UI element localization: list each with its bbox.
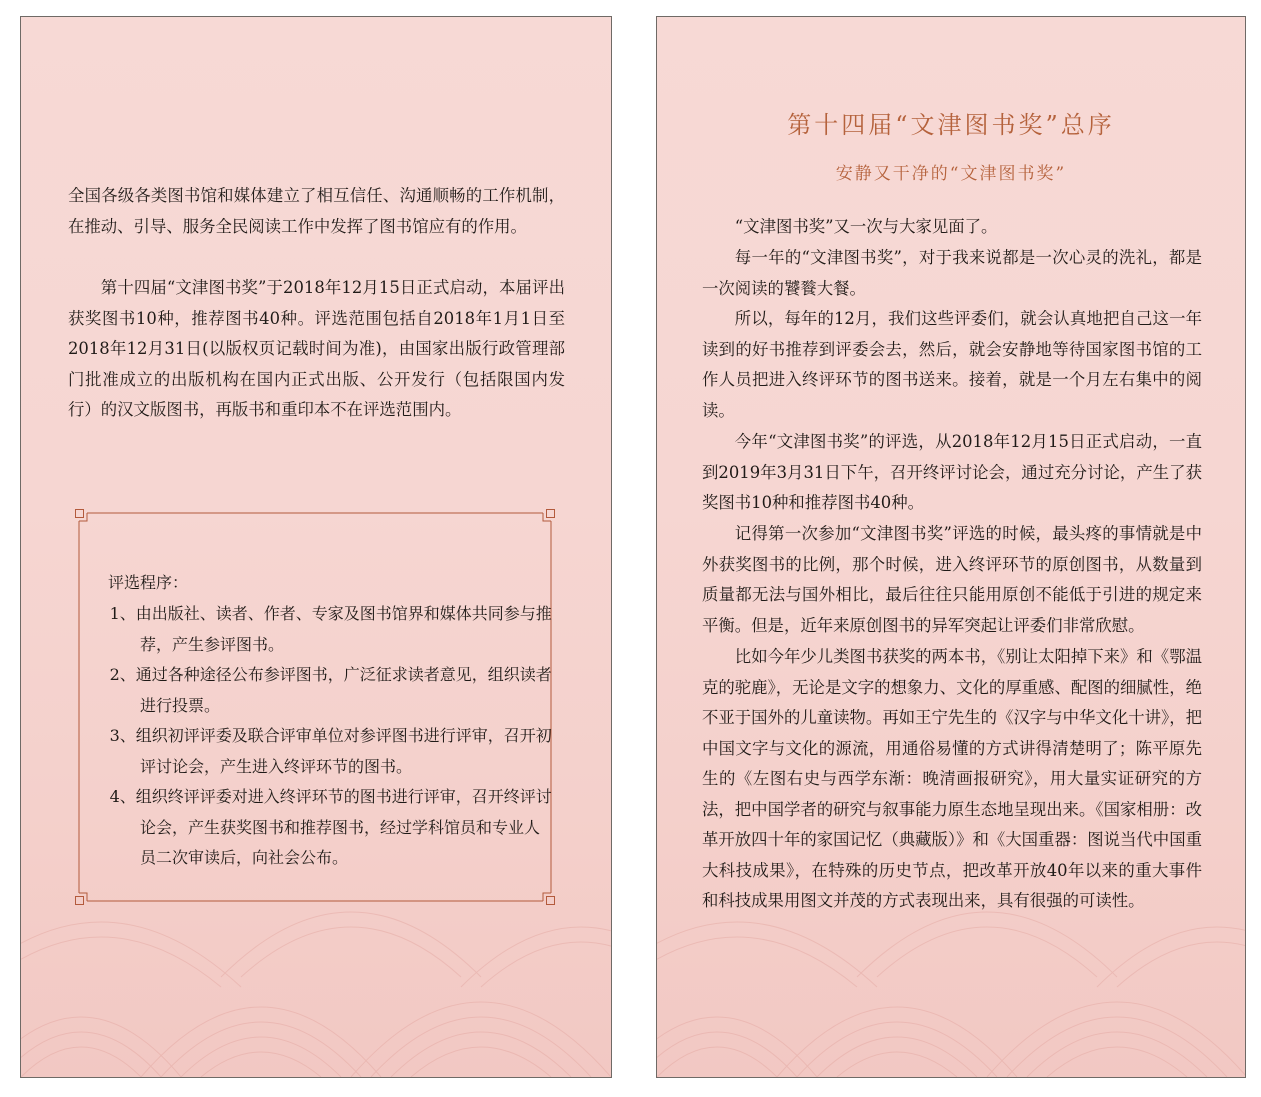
body-paragraph: 每一年的“文津图书奖”，对于我来说都是一次心灵的洗礼，都是一次阅读的饕餮大餐。 xyxy=(702,248,1202,298)
body-paragraph: 记得第一次参加“文津图书奖”评选的时候，最头疼的事情就是中外获奖图书的比例，那个时候，进入终评环节的原创图书，从数量到质量都无法与国外相比，最后往往只能用原创不能低于引进的规定来平衡。但是，近年来原创图书的异军突起让评委们非常欣慰。 xyxy=(702,524,1202,635)
body-paragraph: 比如今年少儿类图书获奖的两本书，《别让太阳掉下来》和《鄂温克的驼鹿》，无论是文字的想象力、文化的厚重感、配图的细腻性，绝不亚于国外的儿童读物。再如王宁先生的《汉字与中华文化十讲》，把中国文字与文化的源流，用通俗易懂的方式讲得清楚明了；陈平原先生的《左图右史与西学东渐：晚清画报研究》，用大量实证研究的方法，把中国学者的研究与叙事能力原生态地呈现出来。《国家相册：改革开放四十年的家国记忆（典藏版）》和《大国重器：图说当代中国重大科技成果》，在特殊的历史节点，把改革开放40年以来的重大事件和科技成果用图文并茂的方式表现出来，具有很强的可读性。 xyxy=(702,647,1202,910)
body-paragraph: “文津图书奖”又一次与大家见面了。 xyxy=(734,217,998,236)
preface-title: 第十四届“文津图书奖”总序 xyxy=(787,111,1115,139)
procedure-steps xyxy=(108,599,554,874)
body-paragraph: 今年“文津图书奖”的评选，从2018年12月15日正式启动，一直到2019年3月31日下午，召开终评讨论会，通过充分讨论，产生了获奖图书10种和推荐图书40种。 xyxy=(702,432,1202,512)
body-paragraph: 所以，每年的12月，我们这些评委们，就会认真地把自己这一年读到的好书推荐到评委会去，然后，就会安静地等待国家图书馆的工作人员把进入终评环节的图书送来。接着，就是一个月左右集中的阅读。 xyxy=(702,309,1202,420)
right-page xyxy=(656,16,1246,1078)
procedure-step: 2、通过各种途径公布参评图书，广泛征求读者意见，组织读者进行投票。 xyxy=(109,665,552,715)
procedure-step: 3、组织初评评委及联合评审单位对参评图书进行评审，召开初评讨论会，产生进入终评环节的图书。 xyxy=(109,726,552,776)
preface-subtitle: 安静又干净的“文津图书奖” xyxy=(835,164,1067,184)
left-page xyxy=(20,16,612,1078)
procedure-title: 评选程序： xyxy=(108,573,189,592)
procedure-step: 1、由出版社、读者、作者、专家及图书馆界和媒体共同参与推荐，产生参评图书。 xyxy=(109,604,552,654)
procedure-step: 4、组织终评评委对进入终评环节的图书进行评审，召开终评讨论会，产生获奖图书和推荐图书，经过学科馆员和专业人员二次审读后，向社会公布。 xyxy=(109,787,552,867)
launch-paragraph: 第十四届“文津图书奖”于2018年12月15日正式启动，本届评出获奖图书10种，推荐图书40种。评选范围包括自2018年1月1日至2018年12月31日(以版权页记载时间为准)，由国家出版行政管理部门批准成立的出版机构在国内正式出版、公开发行（包括限国内发行）的汉文版图书，再版书和重印本不在评选范围内。 xyxy=(68,278,565,419)
intro-paragraph: 全国各级各类图书馆和媒体建立了相互信任、沟通顺畅的工作机制，在推动、引导、服务全民阅读工作中发挥了图书馆应有的作用。 xyxy=(68,186,565,236)
